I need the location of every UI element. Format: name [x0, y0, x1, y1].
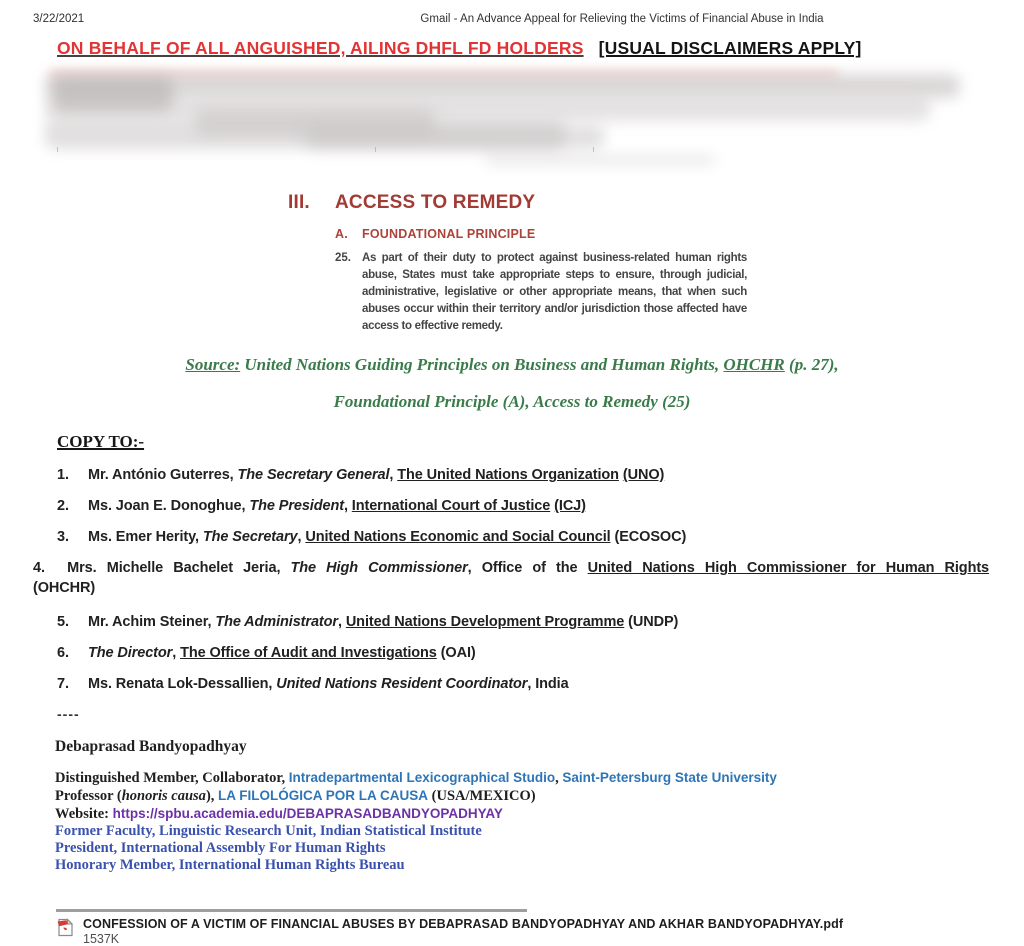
copy-to-item-5	[57, 614, 1024, 630]
org-link-spbu[interactable]: Saint-Petersburg State University	[562, 770, 777, 785]
item-number: 6.	[57, 645, 69, 661]
excerpt-paragraph-number: 25.	[335, 252, 351, 264]
item-4-line-1	[33, 560, 989, 576]
honoris-causa-text: honoris causa	[121, 788, 206, 804]
excerpt-section-number: III.	[288, 192, 310, 213]
blur-blob	[45, 95, 930, 121]
un-excerpt-image	[288, 192, 1024, 335]
attachment-size: 1537K	[83, 932, 120, 946]
item-text: Mr. António Guterres,	[88, 467, 238, 483]
org-link-lexicographical-studio[interactable]: Intradepartmental Lexicographical Studio	[288, 770, 556, 785]
copy-to-item-4	[33, 560, 989, 596]
source-text: United Nations Guiding Principles on Business and Human Rights,	[240, 355, 724, 374]
signature-line-1	[55, 769, 1024, 787]
signature-text: ),	[205, 788, 219, 804]
blur-smear	[485, 157, 715, 163]
excerpt-section-title: ACCESS TO REMEDY	[335, 192, 536, 213]
copy-to-item-7	[57, 676, 1024, 692]
banner-heading	[57, 38, 1024, 59]
redacted-content-blur	[45, 71, 961, 166]
attachment-filename[interactable]: CONFESSION OF A VICTIM OF FINANCIAL ABUSES BY DEBAPRASAD BANDYOPADHYAY AND AKHAR BANDYOPADHYAY.pdf	[83, 917, 844, 931]
item-text: Mrs. Michelle Bachelet Jeria,	[67, 560, 291, 576]
excerpt-paragraph-text: As part of their duty to protect against business-related human rights abuse, States must take appropriate steps to ensure, through judicial, administrative, legislative or other appropriate means, that when such abuses occur within their territory and/or jurisdiction those affected have access to effective remedy.	[362, 252, 747, 332]
copy-to-item-2	[57, 498, 1024, 514]
blur-tick	[57, 147, 58, 152]
attachment-row[interactable]	[57, 917, 1024, 946]
item-org-link: The Office of Audit and Investigations	[180, 645, 437, 661]
copy-to-item-6	[57, 645, 1024, 661]
item-text: Ms. Renata Lok-Dessallien,	[88, 676, 277, 692]
signature-text: (USA/MEXICO)	[428, 788, 536, 804]
item-text: (UNDP)	[624, 614, 679, 630]
copy-to-item-1	[57, 467, 1024, 483]
item-text: (ECOSOC)	[610, 529, 687, 545]
item-role: The Secretary General	[237, 467, 390, 483]
blur-blob	[305, 126, 605, 148]
item-text: Ms. Emer Herity,	[88, 529, 203, 545]
item-text: (OAI)	[436, 645, 476, 661]
item-number: 7.	[57, 676, 69, 692]
signature-line-6: Honorary Member, International Human Rights Bureau	[55, 857, 405, 873]
item-text: ,	[343, 498, 352, 514]
banner-red-text: ON BEHALF OF ALL ANGUISHED, AILING DHFL FD HOLDERS	[57, 38, 584, 58]
item-number: 4.	[33, 560, 45, 576]
signature-text: Distinguished Member, Collaborator,	[55, 770, 289, 786]
signature-line-5: President, International Assembly For Human Rights	[55, 840, 386, 856]
signature-separator: ----	[57, 706, 80, 722]
item-text: , Office of the	[467, 560, 588, 576]
signature-line-3	[55, 805, 1024, 823]
excerpt-subsection-heading	[335, 227, 1024, 241]
print-date: 3/22/2021	[33, 13, 85, 25]
signature-text: ,	[555, 770, 563, 786]
source-citation-line1	[0, 355, 1024, 375]
item-number: 5.	[57, 614, 69, 630]
item-number: 1.	[57, 467, 69, 483]
item-role: The Secretary	[202, 529, 298, 545]
attachment-divider	[56, 909, 527, 912]
print-header	[0, 0, 1024, 25]
signature-text: Professor (	[55, 788, 122, 804]
item-role: United Nations Resident Coordinator	[276, 676, 528, 692]
item-4-line-2: (OHCHR)	[33, 580, 96, 596]
item-org-link: International Court of Justice	[351, 498, 551, 514]
excerpt-subsection-letter: A.	[335, 227, 348, 241]
item-org-link: United Nations Economic and Social Council	[305, 529, 611, 545]
item-text: Mr. Achim Steiner,	[88, 614, 216, 630]
print-title: Gmail - An Advance Appeal for Relieving the Victims of Financial Abuse in India	[420, 13, 824, 25]
academia-url-link[interactable]: https://spbu.academia.edu/DEBAPRASADBANDYOPADHYAY	[112, 806, 503, 821]
item-org-link: United Nations Development Programme	[345, 614, 625, 630]
item-org-link: The United Nations Organization	[397, 467, 619, 483]
excerpt-paragraph	[335, 250, 747, 335]
copy-to-item-3	[57, 529, 1024, 545]
blur-tick	[593, 147, 594, 152]
sender-name: Debaprasad Bandyopadhyay	[55, 738, 247, 755]
signature-block	[55, 769, 1024, 874]
excerpt-subsection-title: FOUNDATIONAL PRINCIPLE	[362, 227, 536, 241]
item-text: ,	[337, 614, 346, 630]
item-org-abbr: (ICJ)	[554, 498, 586, 514]
item-number: 3.	[57, 529, 69, 545]
source-label: Source:	[185, 355, 241, 374]
item-text: ,	[297, 529, 306, 545]
banner-disclaimer-text: [USUAL DISCLAIMERS APPLY]	[598, 38, 862, 58]
item-role: The Director	[88, 645, 173, 661]
blur-tick	[375, 147, 376, 152]
attachment-info	[83, 917, 843, 946]
item-text: ,	[389, 467, 398, 483]
org-link-la-filologica[interactable]: LA FILOLÓGICA POR LA CAUSA	[218, 788, 429, 803]
item-role: The President	[249, 498, 344, 514]
copy-to-heading: COPY TO:-	[57, 432, 145, 451]
website-label: Website:	[55, 806, 113, 822]
blur-blob	[53, 77, 173, 111]
item-number: 2.	[57, 498, 69, 514]
signature-line-2	[55, 787, 1024, 805]
item-org-link: United Nations High Commissioner for Human Rights	[587, 560, 990, 576]
banner-red-underline	[57, 38, 584, 58]
source-tail: (p. 27),	[784, 355, 839, 374]
item-text: , India	[527, 676, 569, 692]
signature-line-4: Former Faculty, Linguistic Research Unit, Indian Statistical Institute	[55, 823, 482, 839]
item-role: The Administrator	[215, 614, 338, 630]
source-ohchr-link[interactable]: OHCHR	[723, 355, 785, 374]
source-citation-line2: Foundational Principle (A), Access to Remedy (25)	[333, 392, 691, 411]
item-role: The High Commissioner	[290, 560, 468, 576]
item-org-abbr: (UNO)	[622, 467, 665, 483]
item-text: Ms. Joan E. Donoghue,	[88, 498, 250, 514]
item-text: ,	[172, 645, 181, 661]
excerpt-section-heading	[288, 192, 1024, 214]
